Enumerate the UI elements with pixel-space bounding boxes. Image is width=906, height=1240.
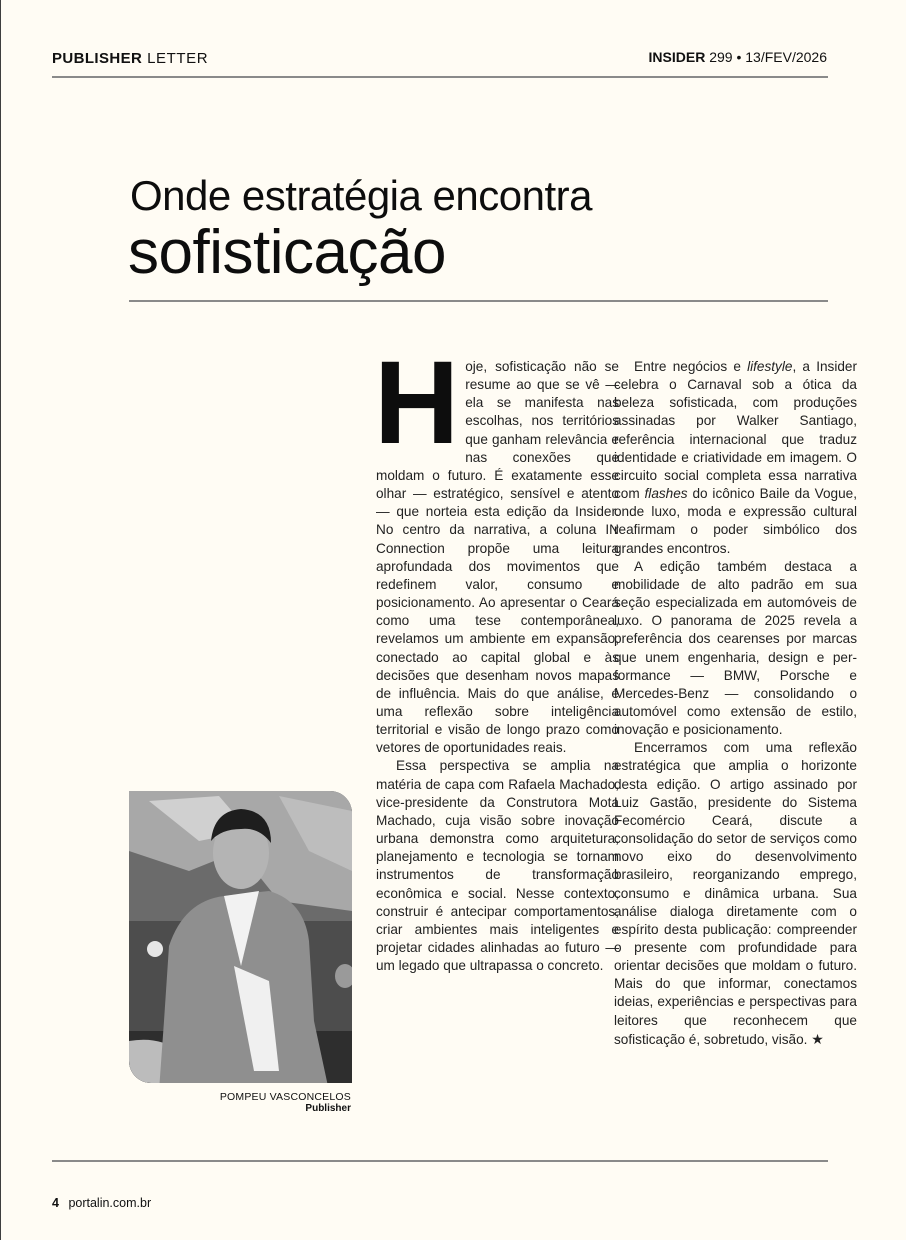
- paragraph-3-text-a: Entre negócios e: [634, 359, 748, 374]
- article-column-1: [376, 358, 619, 975]
- paragraph-5: [614, 739, 857, 1049]
- paragraph-3-text-c: do icônico Baile da Vogue, onde luxo, moda e expressão cultural reafirmam o poder simbólico dos grandes encontros.: [614, 486, 857, 556]
- section-label: [52, 50, 208, 67]
- page-number: 4: [52, 1196, 59, 1210]
- issue-info: [649, 49, 827, 65]
- caption-name: POMPEU VASCONCELOS: [219, 1091, 351, 1103]
- paragraph-3-text-b: , a Insider celebra o Carnaval sob a ótica da beleza sofisticada, com produções assinadas por Walker Santiago, referência internacional que traduz identidade e criatividade em imagem. O circuito social completa essa narrativa com: [614, 359, 857, 502]
- issue-date: 299 • 13/FEV/2026: [709, 49, 827, 65]
- footer-site-link[interactable]: portalin.com.br: [68, 1196, 152, 1210]
- paragraph-2: Essa perspectiva se amplia na matéria de capa com Rafaela Machado, vice-presidente da Construtora Mota Machado, cuja visão sobre inovação urbana demonstra como arquitetura, planejamento e tecnologia se tornam instrumentos de transformação econômica e social. Nesse contexto, construir é antecipar comportamentos, criar ambientes mais inteligentes e projetar cidades alinhadas ao futuro — um legado que ultrapassa o concreto.: [376, 758, 619, 974]
- end-star-icon: ★: [811, 1030, 824, 1047]
- headline-line-1: Onde estratégia encontra: [130, 172, 592, 219]
- publisher-portrait-image: [129, 791, 352, 1083]
- page-footer: [52, 1196, 151, 1210]
- publisher-photo: [129, 791, 352, 1083]
- article-column-2: [614, 358, 857, 1049]
- drop-cap: H: [374, 360, 460, 450]
- paragraph-3: [614, 358, 857, 558]
- title-divider: [129, 300, 828, 302]
- magazine-page: [1, 0, 906, 1240]
- emphasis-lifestyle: lifestyle: [747, 359, 793, 374]
- footer-divider: [52, 1160, 828, 1162]
- section-label-light: LETTER: [147, 50, 209, 67]
- paragraph-5-text: Encerramos com uma reflexão estratégica que amplia o horizonte desta edição. O artigo assinado por Luiz Gastão, presidente do Sistema Fecomércio Ceará, discute a consolidação do setor de serviços como novo eixo do desenvolvimento brasileiro, reorganizando emprego, consumo e dinâmica urbana. Sua análise dialoga diretamente com o espírito desta publicação: compreender o presente com profundidade para orientar decisões que moldam o futuro. Mais do que informar, conectamos ideias, experiências e perspectivas para leitores que reconhecem que sofisticação é, sobretudo, visão.: [614, 740, 857, 1047]
- header-divider: [52, 76, 828, 78]
- magazine-name: INSIDER: [648, 49, 706, 65]
- headline-line-2: sofisticação: [128, 218, 446, 287]
- paragraph-1: [376, 358, 619, 757]
- section-label-bold: PUBLISHER: [52, 50, 143, 67]
- paragraph-4: A edição também destaca a mobilidade de alto padrão em sua seção especializada em automóveis de luxo. O panorama de 2025 revela a preferência dos cearenses por marcas que unem engenharia, design e performance — BMW, Porsche e Mercedes-Benz — consolidando o automóvel como extensão de estilo, inovação e posicionamento.: [614, 558, 857, 738]
- emphasis-flashes: flashes: [644, 486, 688, 502]
- paragraph-1-text: oje, sofisticação não se resume ao que se vê — ela se manifesta nas escolhas, nos territórios que ganham relevância e nas conexões que moldam o futuro. É exatamente esse olhar — estratégico, sensível e atento — que norteia esta edição da Insider. No centro da narrativa, a coluna IN Connection propõe uma leitura aprofundada dos movimentos que redefinem valor, consumo e posicionamento. Ao apresentar o Ceará como uma tese contemporânea, revelamos um ambiente em expansão, conectado ao capital global e às decisões que desenham novos mapas de influência. Mais do que análise, é uma reflexão sobre inteligência territorial e visão de longo prazo como vetores de oportunidades reais.: [376, 359, 619, 756]
- caption-role: Publisher: [305, 1103, 351, 1114]
- photo-caption: [220, 1091, 351, 1115]
